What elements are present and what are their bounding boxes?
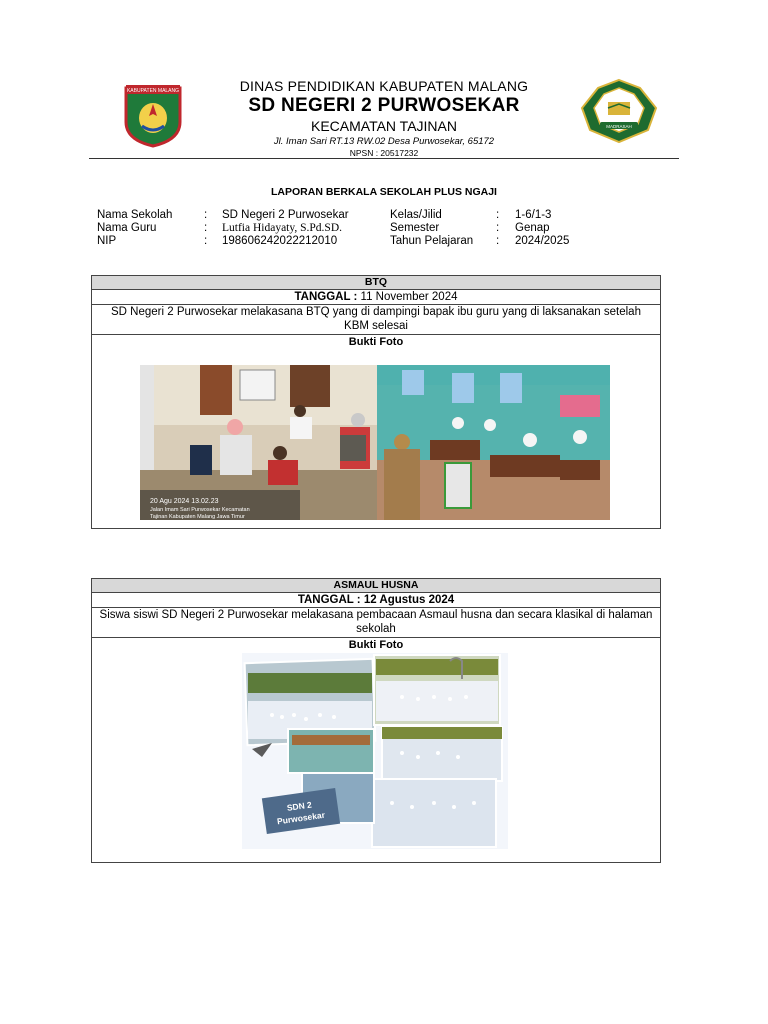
- section-description: SD Negeri 2 Purwosekar melakasana BTQ yang di dampingi bapak ibu guru yang di laksanakan setelah KBM selesai: [92, 305, 660, 335]
- photo-caption-timestamp: 20 Agu 2024 13.02.23: [150, 498, 219, 505]
- photo-caption-address: Jalan Imam Sari Purwosekar Kecamatan: [150, 507, 250, 513]
- info-value-nip: 198606242022212010: [222, 235, 338, 247]
- info-sep: :: [496, 209, 500, 221]
- date-value: 11 November 2024: [360, 291, 458, 303]
- school-address: Jl. Iman Sari RT.13 RW.02 Desa Purwosekar, 65172: [273, 136, 495, 147]
- info-block: [0, 209, 768, 249]
- photo-caption-region: Tajinan Kabupaten Malang Jawa Timur: [150, 514, 245, 520]
- section-date: [92, 593, 660, 608]
- info-label-semester: Semester: [390, 222, 440, 234]
- section-description: Siswa siswi SD Negeri 2 Purwosekar melakasana pembacaan Asmaul husna dan secara klasikal di halaman sekolah: [92, 608, 660, 638]
- info-value-nama-guru: Lutfia Hidayaty, S.Pd.SD.: [222, 222, 342, 234]
- section-btq: [91, 275, 661, 529]
- svg-text:MADRASAH: MADRASAH: [606, 124, 632, 129]
- info-value-nama-sekolah: SD Negeri 2 Purwosekar: [222, 209, 349, 221]
- school-name: SD NEGERI 2 PURWOSEKAR: [248, 95, 520, 116]
- district-name: KECAMATAN TAJINAN: [311, 118, 457, 134]
- svg-text:KABUPATEN MALANG: KABUPATEN MALANG: [126, 88, 180, 94]
- info-sep: :: [496, 235, 500, 247]
- collage-text-sdn: SDN 2: [286, 799, 313, 813]
- collage-text-purwosekar: Purwosekar: [276, 809, 326, 827]
- section-header: ASMAUL HUSNA: [92, 579, 660, 593]
- date-label: TANGGAL :: [294, 291, 358, 303]
- btq-evidence-photo: [140, 365, 610, 520]
- info-value-kelas-jilid: 1-6/1-3: [515, 209, 552, 221]
- info-label-tahun-pelajaran: Tahun Pelajaran: [390, 235, 474, 247]
- info-value-semester: Genap: [515, 222, 550, 234]
- info-label-nip: NIP: [97, 235, 117, 247]
- info-label-nama-sekolah: Nama Sekolah: [97, 209, 173, 221]
- asmaul-husna-collage: [242, 653, 508, 849]
- photo-label: Bukti Foto: [348, 336, 404, 348]
- report-title: LAPORAN BERKALA SEKOLAH PLUS NGAJI: [271, 186, 497, 198]
- section-header: BTQ: [92, 276, 660, 290]
- info-sep: :: [496, 222, 500, 234]
- npsn: NPSN : 20517232: [349, 148, 419, 158]
- info-sep: :: [204, 209, 208, 221]
- section-asmaul-husna: [91, 578, 661, 863]
- photo-label: Bukti Foto: [348, 639, 404, 651]
- letterhead-divider: [89, 158, 679, 159]
- info-label-nama-guru: Nama Guru: [97, 222, 157, 234]
- section-date: [92, 290, 660, 305]
- info-sep: :: [204, 222, 208, 234]
- info-value-tahun-pelajaran: 2024/2025: [515, 235, 570, 247]
- info-label-kelas-jilid: Kelas/Jilid: [390, 209, 442, 221]
- date-value: 12 Agustus 2024: [363, 594, 455, 606]
- agency-name: DINAS PENDIDIKAN KABUPATEN MALANG: [239, 78, 529, 94]
- date-label: TANGGAL :: [297, 594, 361, 606]
- info-sep: :: [204, 235, 208, 247]
